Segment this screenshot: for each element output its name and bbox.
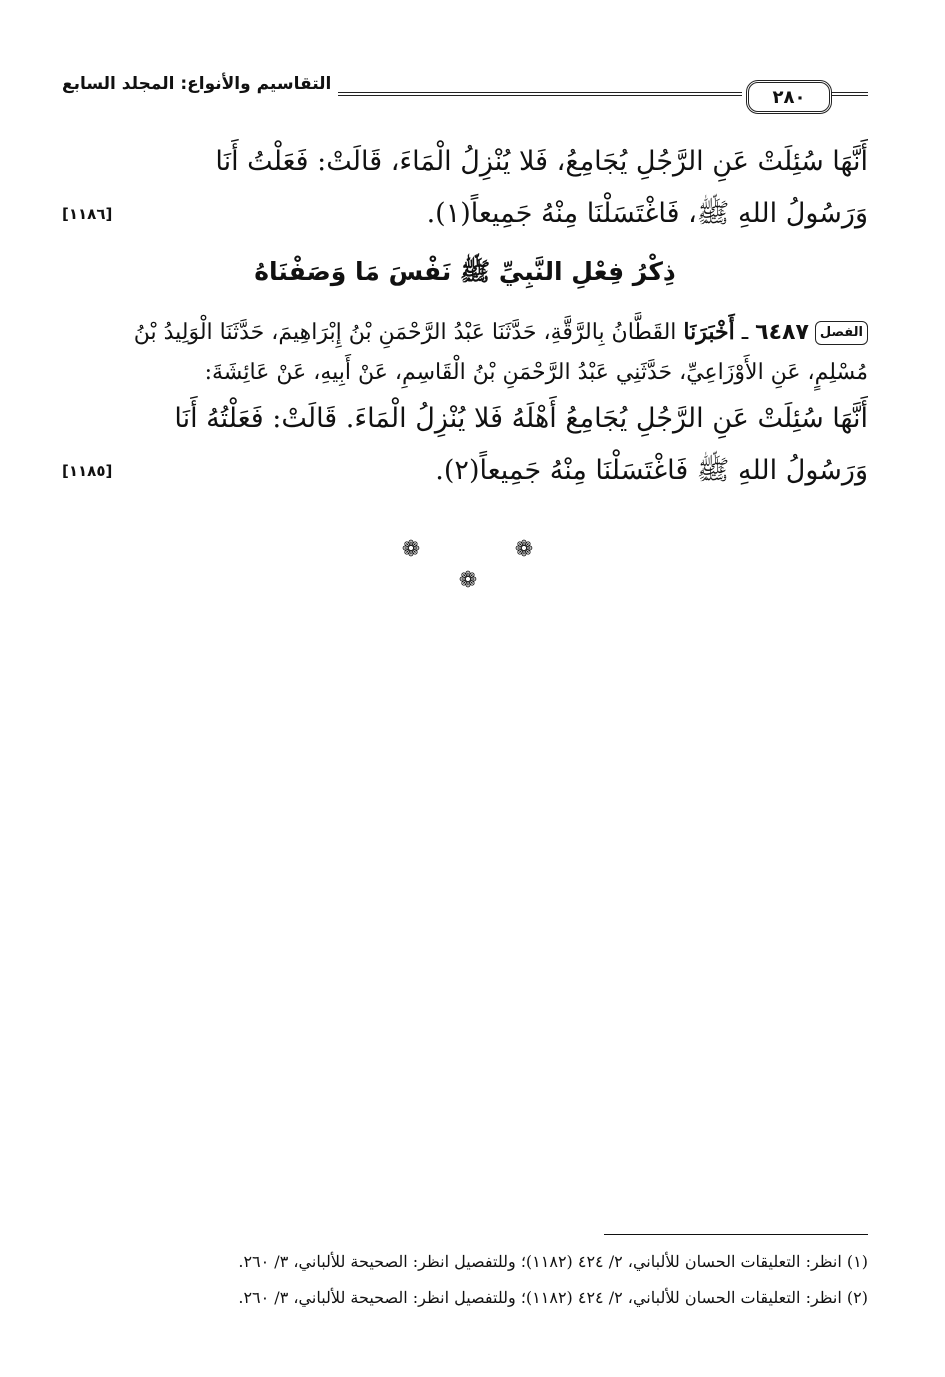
fasl-badge-icon: الفصل bbox=[815, 321, 868, 345]
footnote-2: (٢) انظر: التعليقات الحسان للألباني، ٢/ ٤٢٤ (١١٨٢)؛ وللتفصيل انظر: الصحيحة للألباني، ٣/ ٢٦٠. bbox=[238, 1288, 868, 1307]
footnote-separator bbox=[604, 1234, 868, 1235]
page-header bbox=[62, 72, 868, 122]
hadith-number: ٦٤٨٧ bbox=[755, 320, 809, 345]
chapter-heading: ذِكْرُ فِعْلِ النَّبِيِّ ﷺ نَفْسَ مَا وَصَفْنَاهُ bbox=[254, 257, 676, 286]
hadith-2-reference: [١١٨٥] bbox=[62, 462, 113, 480]
page-number: ٢٨٠ bbox=[746, 80, 832, 114]
akhbarana-word: أَخْبَرَنَا bbox=[683, 319, 735, 345]
hadith-1-line-2-text: وَرَسُولُ اللهِ ﷺ، فَاغْتَسَلْنَا مِنْهُ جَمِيعاً(١). bbox=[426, 198, 868, 229]
hadith-1-line-2 bbox=[62, 188, 868, 240]
hadith-2-isnad-line-1 bbox=[62, 312, 868, 353]
footnotes bbox=[62, 1244, 868, 1316]
hadith-2-isnad-line-2: مُسْلِمٍ، عَنِ الأَوْزَاعِيِّ، حَدَّثَنِي عَبْدُ الرَّحْمَنِ بْنُ الْقَاسِمِ، عَنْ أَبِيهِ، عَنْ عَائِشَةَ: bbox=[204, 360, 868, 385]
hadith-2 bbox=[62, 312, 868, 497]
hadith-2-matn-line-2 bbox=[62, 445, 868, 497]
isnad-text-1: القَطَّانُ بِالرَّقَّةِ، حَدَّثَنَا عَبْدُ الرَّحْمَنِ بْنُ إِبْرَاهِيمَ، حَدَّثَنَا الْوَلِيدُ بْنُ bbox=[133, 320, 684, 345]
ornament-flower-icon: ❁ bbox=[458, 568, 478, 593]
hadith-dash: ـ bbox=[734, 320, 756, 345]
hadith-1-line-1: أَنَّهَا سُئِلَتْ عَنِ الرَّجُلِ يُجَامِعُ، فَلا يُنْزِلُ الْمَاءَ، قَالَتْ: فَعَلْتُ أَنَا bbox=[215, 146, 868, 177]
header-rule-right bbox=[832, 92, 868, 96]
hadith-1-continuation bbox=[62, 136, 868, 240]
hadith-2-matn-line-1: أَنَّهَا سُئِلَتْ عَنِ الرَّجُلِ يُجَامِعُ أَهْلَهُ فَلا يُنْزِلُ الْمَاءَ. قَالَتْ: فَعَلْتُهُ أَنَا bbox=[174, 403, 868, 434]
footnote-1: (١) انظر: التعليقات الحسان للألباني، ٢/ ٤٢٤ (١١٨٢)؛ وللتفصيل انظر: الصحيحة للألباني، ٣/ ٢٦٠. bbox=[238, 1252, 868, 1271]
running-title: التقاسيم والأنواع: المجلد السابع bbox=[62, 74, 332, 94]
hadith-1-reference: [١١٨٦] bbox=[62, 205, 113, 223]
ornament-flower-icon: ❁ bbox=[401, 537, 421, 562]
header-rule-left bbox=[338, 92, 742, 96]
hadith-2-matn-line-2-text: وَرَسُولُ اللهِ ﷺ فَاغْتَسَلْنَا مِنْهُ جَمِيعاً(٢). bbox=[435, 455, 868, 486]
ornament-flower-icon: ❁ bbox=[514, 537, 534, 562]
